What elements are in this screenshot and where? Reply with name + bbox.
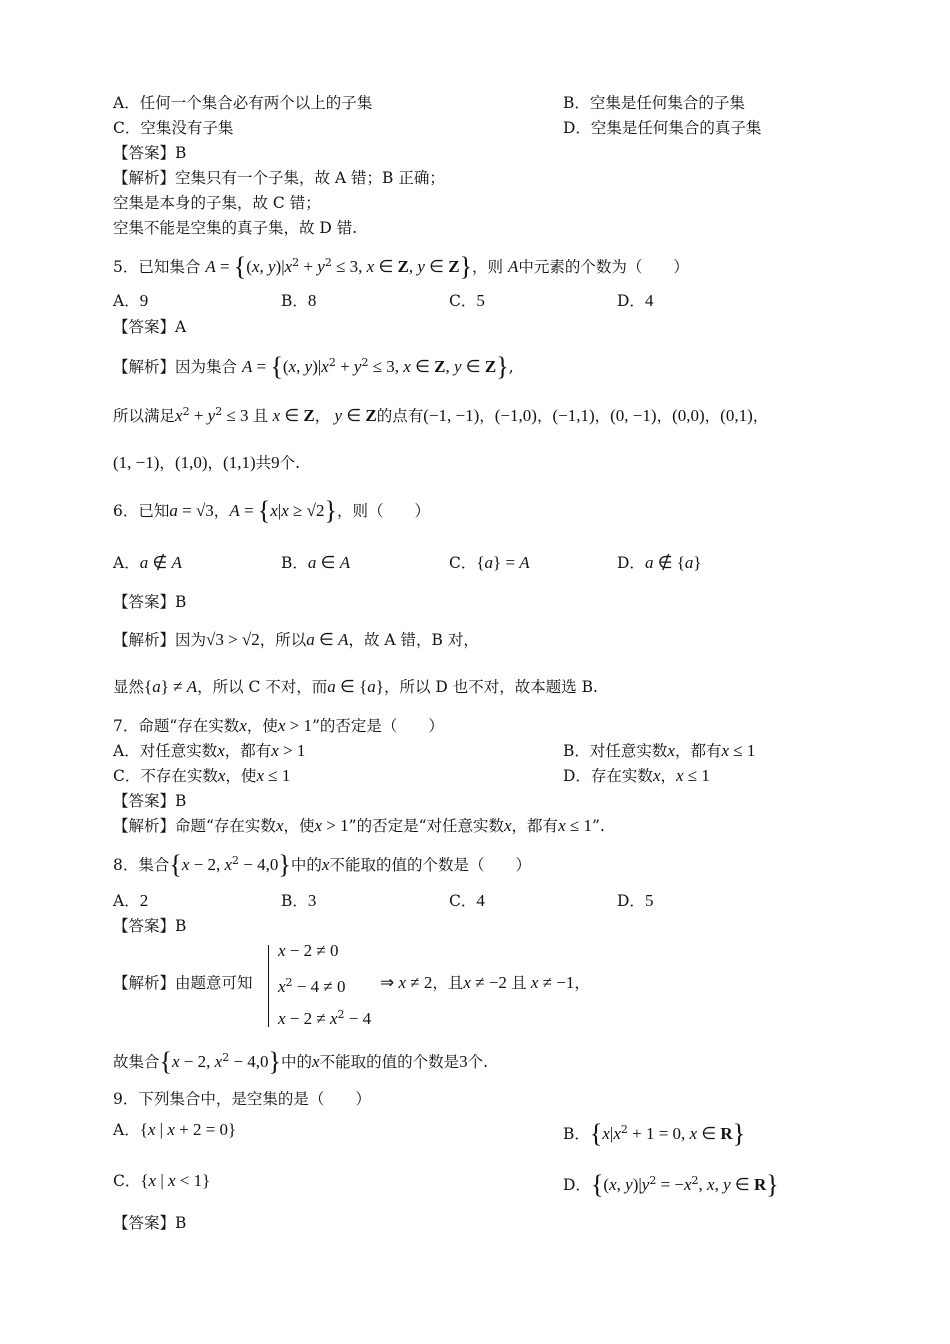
q5-answer: 【答案】A	[113, 318, 187, 336]
q8-system-line1: x − 2 ≠ 0	[278, 941, 339, 960]
q9-option-c: C．{x | x < 1}	[113, 1171, 211, 1190]
q4-option-d: D．空集是任何集合的真子集	[563, 119, 762, 137]
q7-option-d: D．存在实数x，x ≤ 1	[563, 766, 710, 785]
q5-points-line1: 所以满足$x^2 + y^2 \le 3$ 且 x ∈ Z， y ∈ Z的点有(−1, −1)，(−1,0)，(−1,1)，(0, −1)，(0,0)，(0,1)，	[113, 405, 769, 425]
q8-stem: 8．集合{x − 2, $x^2 - 4,0$}中的x不能取的值的个数是（ ）	[113, 850, 531, 879]
q9-options-row1	[113, 1115, 890, 1148]
q6-stem: 6．已知a = √3，A = {x|x ≥ √2}，则（ ）	[113, 496, 430, 525]
q4-options-row2	[113, 118, 890, 138]
q7-analysis: 【解析】命题“存在实数x，使x > 1”的否定是“对任意实数x，都有x ≤ 1”.	[113, 816, 605, 835]
q5-stem: 5．已知集合 A = {(x, $y)|x^2 + y^2 \le 3$, x ∈ Z, y ∈ Z}，则 A中元素的个数为（ ）	[113, 252, 689, 281]
q7-option-a: A．对任意实数x，都有x > 1	[113, 741, 306, 760]
q4-analysis-3: 空集不能是空集的真子集，故 D 错.	[113, 219, 358, 237]
q5-analysis: 【解析】因为集合 A = {(x, $y)|x^2 + y^2 \le 3$, x ∈ Z, y ∈ Z},	[113, 352, 514, 381]
q8-system-line3: $x - 2 \ne x^2 - 4$	[278, 1008, 372, 1028]
q9-options-row2	[113, 1166, 890, 1199]
q9-answer: 【答案】B	[113, 1214, 187, 1232]
q4-options-row1	[113, 93, 890, 113]
q6-option-c: C．{a} = A	[449, 553, 530, 572]
q5-option-d: D．4	[617, 291, 654, 310]
q6-conclusion: 显然{a} ≠ A，所以 C 不对，而a ∈ {a}，所以 D 也不对，故本题选 B.	[113, 677, 598, 696]
q6-answer: 【答案】B	[113, 593, 187, 611]
q7-stem: 7．命题“存在实数x，使x > 1”的否定是（ ）	[113, 716, 444, 735]
q7-option-c: C．不存在实数x，使x ≤ 1	[113, 766, 291, 785]
q8-system-result: ⇒ x ≠ 2，且x ≠ −2 且 x ≠ −1，	[380, 973, 590, 992]
q5-option-a: A．9	[113, 291, 149, 310]
q6-analysis: 【解析】因为√3 > √2，所以a ∈ A，故 A 错，B 对，	[113, 630, 479, 649]
q6-option-b: B．a ∈ A	[281, 553, 351, 572]
q6-option-a: A．a ∉ A	[113, 553, 182, 572]
q8-option-c: C．4	[449, 891, 485, 910]
q4-analysis-2: 空集是本身的子集，故 C 错；	[113, 194, 321, 212]
q4-analysis-1: 【解析】空集只有一个子集，故 A 错；B 正确；	[113, 169, 445, 187]
q8-system-line2: $x^2 - 4 \ne 0$	[278, 976, 346, 996]
q4-option-b: B．空集是任何集合的子集	[563, 94, 745, 112]
q5-points-line2: (1, −1)，(1,0)，(1,1)共9个.	[113, 453, 301, 472]
q6-option-d: D．a ∉ {a}	[617, 553, 702, 572]
q8-answer: 【答案】B	[113, 917, 187, 935]
q4-answer: 【答案】B	[113, 144, 187, 162]
q8-conclusion: 故集合{x − 2, $x^2 - 4,0$}中的x不能取的值的个数是3个.	[113, 1047, 489, 1076]
q9-option-a: A．{x | x + 2 = 0}	[113, 1120, 237, 1139]
q9-option-b: B．{$x|x^2 + 1 = 0$, x ∈ R}	[563, 1119, 746, 1148]
q4-option-a: A．任何一个集合必有两个以上的子集	[113, 94, 373, 112]
q8-analysis: 【解析】由题意可知 $x^2 - 4 \ne 0$ ⇒ x ≠ 2，且x ≠ −2 且 x ≠ −1，	[113, 973, 590, 996]
q7-option-b: B．对任意实数x，都有x ≤ 1	[563, 741, 756, 760]
q5-option-b: B．8	[281, 291, 317, 310]
q4-option-c: C．空集没有子集	[113, 119, 234, 137]
q5-option-c: C．5	[449, 291, 485, 310]
q7-options-row2	[113, 766, 890, 786]
q8-option-d: D．5	[617, 891, 654, 910]
q7-answer: 【答案】B	[113, 792, 187, 810]
q7-options-row1	[113, 741, 890, 761]
q9-option-d: D．{(x, $y)|y^2 = -x^2$, x, y ∈ R}	[563, 1170, 779, 1199]
q8-option-b: B．3	[281, 891, 317, 910]
q9-stem: 9．下列集合中，是空集的是（ ）	[113, 1090, 371, 1108]
q8-option-a: A．2	[113, 891, 149, 910]
